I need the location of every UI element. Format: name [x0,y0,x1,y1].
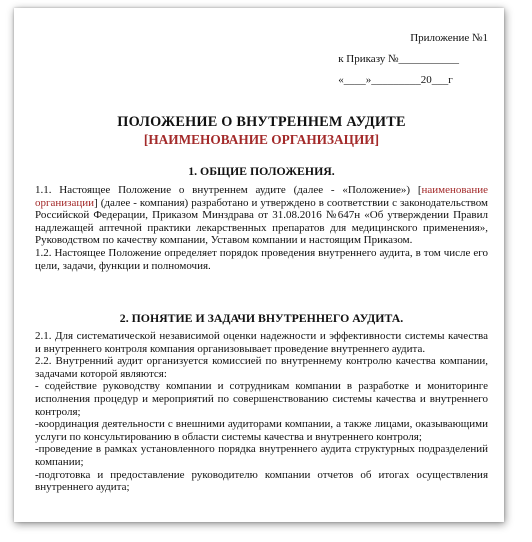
paragraph-2-2: 2.2. Внутренний аудит организуется комиссией по внутреннему контролю качества компании, задачами которой являются: [35,355,488,380]
annex-order-number: к Приказу №___________ [338,53,460,65]
section-1-heading: 1. ОБЩИЕ ПОЛОЖЕНИЯ. [188,164,335,178]
title-block [35,114,488,148]
annex-block [338,28,488,91]
list-item-audit: -проведение в рамках установленного порядка внутреннего аудита структурных подразделений компании; [35,443,488,468]
section-2-heading: 2. ПОНЯТИЕ И ЗАДАЧИ ВНУТРЕННЕГО АУДИТА. [119,311,404,325]
annex-number: Приложение №1 [410,32,488,44]
document-page [14,8,504,522]
annex-order-date: «____»_________20___г [338,74,453,86]
paragraph-1-1-end: ] (далее - компания) разработано и утверждено в соответствии с законодательством Российской Федерации, Приказом Минздрава от 31.08.2016 №647н «Об утверждении Правил надлежащей аптечной практики лекарственных препаратов для медицинского применения», Руководством по качеству компании, Уставом компании и настоящим Приказом. [35,196,488,247]
section-2-body [35,330,488,494]
paragraph-2-1: 2.1. Для систематической независимой оценки надежности и эффективности системы качества и внутреннего контроля компания организовывает проведение внутреннего аудита. [35,330,488,355]
document-title: ПОЛОЖЕНИЕ О ВНУТРЕННЕМ АУДИТЕ [117,114,406,130]
section-1-body [35,184,488,272]
organization-placeholder: [НАИМЕНОВАНИЕ ОРГАНИЗАЦИИ] [143,132,380,147]
list-item-reports: -подготовка и предоставление руководителю компании отчетов об итогах осуществления внутреннего аудита; [35,468,488,494]
paragraph-1-1 [35,184,488,247]
paragraph-1-2: 1.2. Настоящее Положение определяет порядок проведения внутреннего аудита, в том числе его цели, задачи, функции и полномочия. [35,246,488,272]
organization-name-placeholder: наименование организации [35,184,488,209]
list-item-support: - содействие руководству компании и сотрудникам компании в разработке и мониторинге исполнения процедур и мероприятий по совершенствованию системы качества и внутреннего контроля; [35,380,488,418]
paragraph-1-1-start: 1.1. Настоящее Положение о внутреннем аудите (далее - «Положение») [ [35,184,422,196]
list-item-coordination: -координация деятельности с внешними аудиторами компании, а также лицами, оказывающими услуги по консультированию в области системы качества и внутреннего контроля; [35,418,488,443]
